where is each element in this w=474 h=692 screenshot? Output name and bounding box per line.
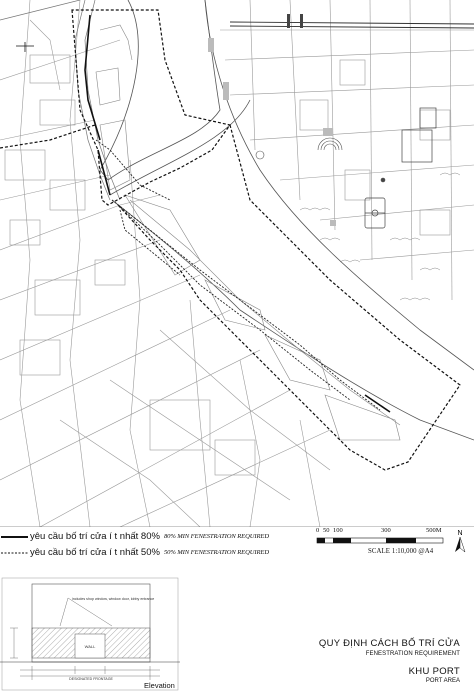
elevation-note: includes shop window, window door, lobby entrance [72, 597, 155, 601]
elevation-label: Elevation [144, 681, 175, 690]
scale-tick-0: 0 [316, 527, 320, 534]
dashed-line-swatch [0, 550, 30, 556]
scale-tick-50: 50 [323, 527, 330, 534]
elevation-center-label: WALL [84, 644, 96, 649]
north-label: N [457, 530, 463, 537]
elevation-frontage-label: DESIGNATED FRONTAGE [69, 677, 113, 681]
scale-bar [316, 537, 446, 545]
title-vn: QUY ĐỊNH CÁCH BỐ TRÍ CỬA [318, 638, 460, 649]
legend-dashed-en: 50% MIN FENESTRATION REQUIRED [163, 549, 270, 556]
area-en: PORT AREA [425, 678, 460, 684]
scale-tick-100: 100 [333, 527, 343, 534]
legend-dashed [0, 547, 269, 558]
scale-tick-500m: 500M [426, 527, 442, 534]
legend-solid-vn: yêu cầu bố trí cửa í t nhất 80% [30, 531, 160, 542]
elevation-diagram [0, 576, 180, 692]
area-vn: KHU PORT [408, 666, 460, 677]
solid-line-swatch [0, 534, 30, 540]
scale-tick-300: 300 [381, 527, 391, 534]
legend-solid [0, 531, 269, 542]
legend-dashed-vn: yêu cầu bố trí cửa í t nhất 50% [30, 547, 160, 558]
legend-solid-en: 80% MIN FENESTRATION REQUIRED [163, 533, 270, 540]
scale-text: SCALE 1:10,000 @A4 [368, 548, 434, 555]
north-arrow-icon [452, 528, 468, 554]
title-en: FENESTRATION REQUIREMENT [365, 651, 460, 657]
